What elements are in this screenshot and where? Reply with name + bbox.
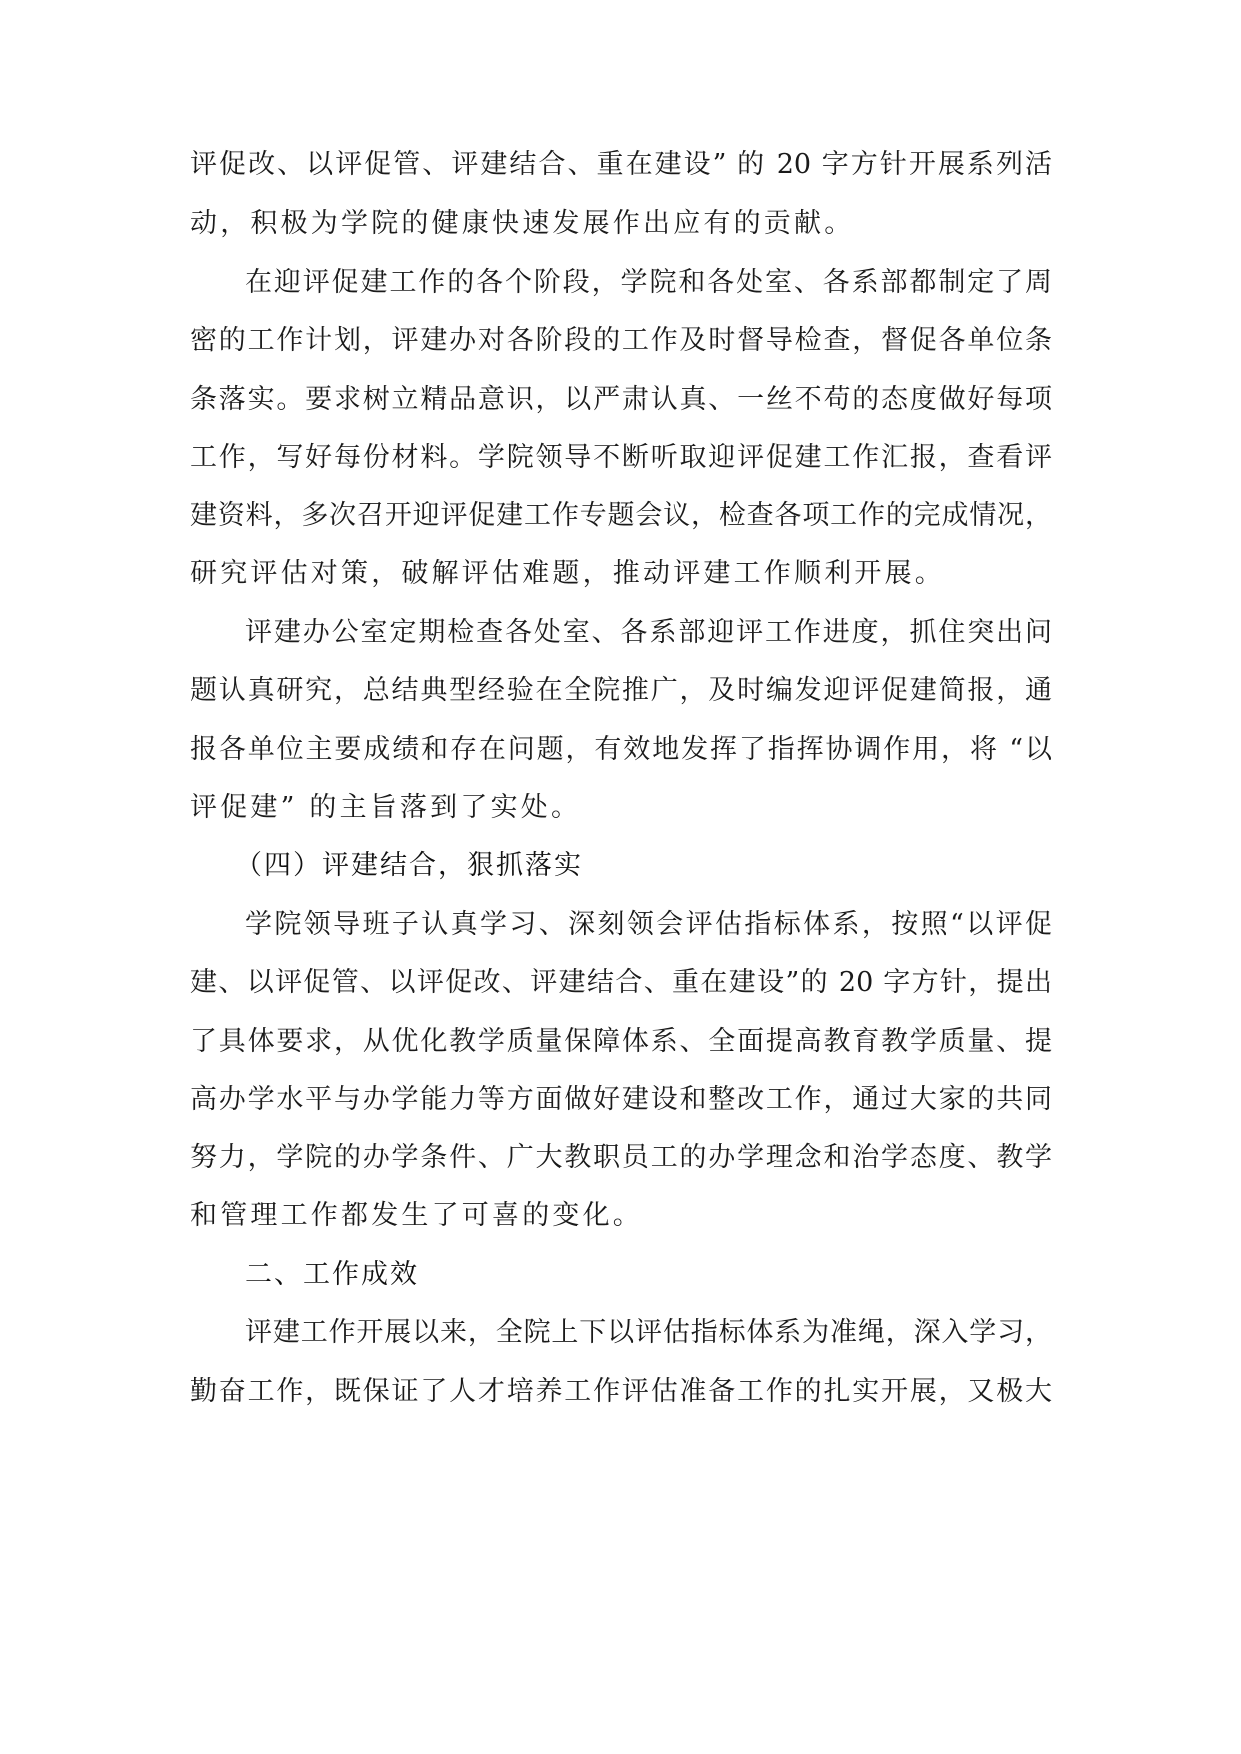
paragraph-line: 勤奋工作，既保证了人才培养工作评估准备工作的扎实开展，又极大 <box>190 1376 1052 1407</box>
paragraph-line: 和管理工作都发生了可喜的变化。 <box>190 1200 643 1231</box>
paragraph-line: 工作，写好每份材料。学院领导不断听取迎评促建工作汇报，查看评 <box>190 442 1052 473</box>
paragraph-line: 密的工作计划，评建办对各阶段的工作及时督导检查，督促各单位条 <box>190 325 1052 356</box>
paragraph-line: 动，积极为学院的健康快速发展作出应有的贡献。 <box>190 208 855 239</box>
paragraph-line: 建、以评促管、以评促改、评建结合、重在建设”的 20 字方针，提出 <box>190 967 1052 998</box>
paragraph-line: 在迎评促建工作的各个阶段，学院和各处室、各系部都制定了周 <box>245 267 1052 298</box>
section-heading: （四）评建结合，狠抓落实 <box>235 850 583 881</box>
paragraph-line: 评促改、以评促管、评建结合、重在建设” 的 20 字方针开展系列活 <box>190 149 1052 180</box>
paragraph-line: 建资料，多次召开迎评促建工作专题会议，检查各项工作的完成情况， <box>190 500 1052 531</box>
paragraph-line: 高办学水平与办学能力等方面做好建设和整改工作，通过大家的共同 <box>190 1084 1052 1115</box>
paragraph-line: 学院领导班子认真学习、深刻领会评估指标体系，按照“以评促 <box>245 909 1052 940</box>
section-heading: 二、工作成效 <box>245 1259 419 1290</box>
paragraph-line: 评促建” 的主旨落到了实处。 <box>190 792 582 823</box>
paragraph-line: 评建工作开展以来，全院上下以评估指标体系为准绳，深入学习， <box>245 1317 1052 1348</box>
paragraph-line: 研究评估对策，破解评估难题，推动评建工作顺利开展。 <box>190 558 945 589</box>
paragraph-line: 条落实。要求树立精品意识，以严肃认真、一丝不苟的态度做好每项 <box>190 384 1052 415</box>
paragraph-line: 报各单位主要成绩和存在问题，有效地发挥了指挥协调作用，将 “以 <box>190 734 1052 765</box>
paragraph-line: 评建办公室定期检查各处室、各系部迎评工作进度，抓住突出问 <box>245 617 1052 648</box>
paragraph-line: 题认真研究，总结典型经验在全院推广，及时编发迎评促建简报，通 <box>190 675 1052 706</box>
paragraph-line: 努力，学院的办学条件、广大教职员工的办学理念和治学态度、教学 <box>190 1142 1052 1173</box>
paragraph-line: 了具体要求，从优化教学质量保障体系、全面提高教育教学质量、提 <box>190 1026 1052 1057</box>
